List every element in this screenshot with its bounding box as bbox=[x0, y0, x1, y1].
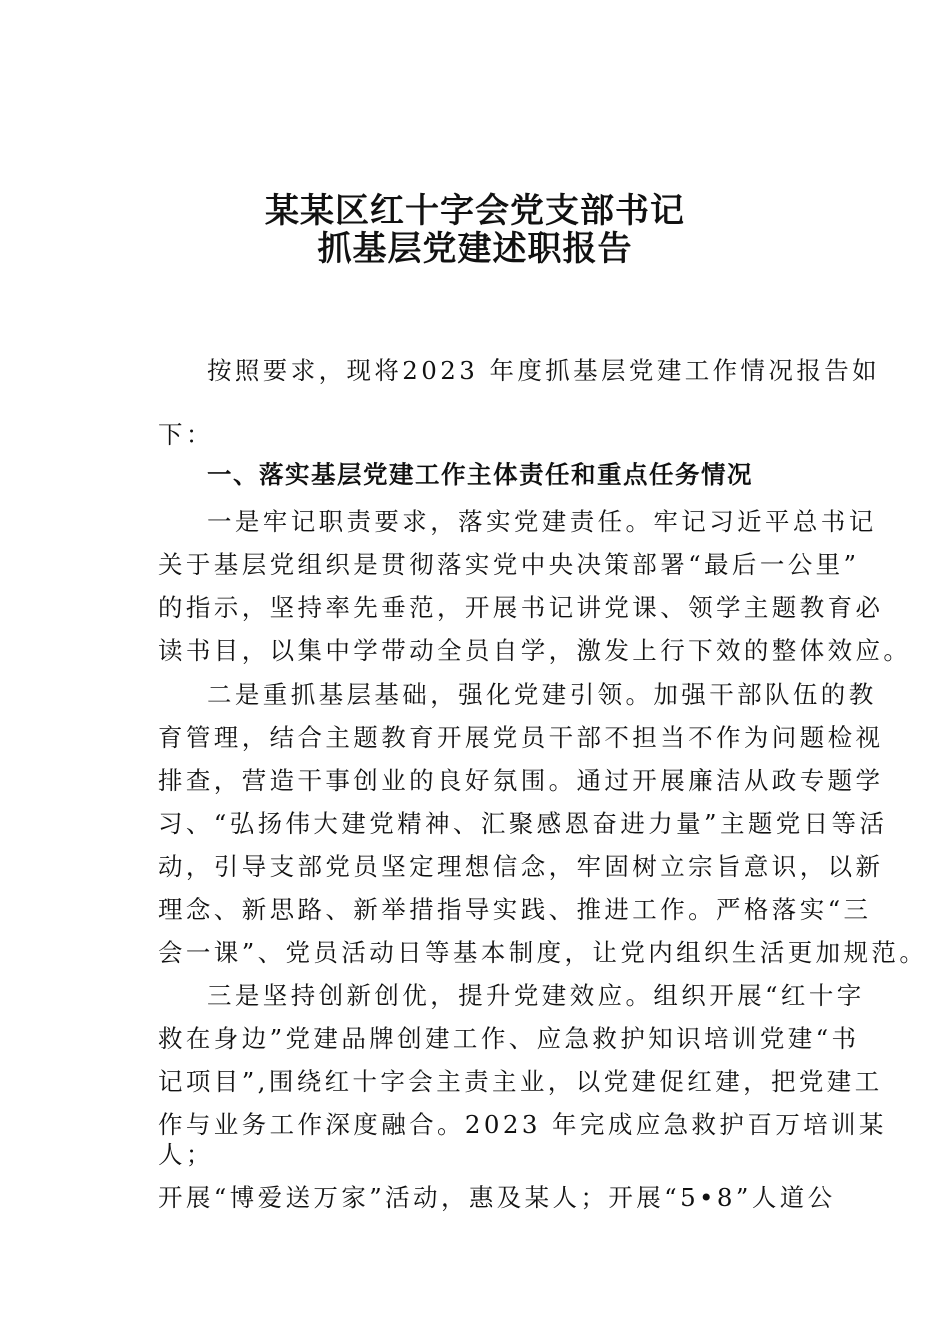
paragraph-line: 人； bbox=[158, 1140, 214, 1169]
paragraph-line: 关于基层党组织是贯彻落实党中央决策部署“最后一公里” bbox=[158, 550, 860, 579]
paragraph-line: 读书目，以集中学带动全员自学，激发上行下效的整体效应。 bbox=[158, 636, 912, 665]
paragraph-line: 作与业务工作深度融合。2023 年完成应急救护百万培训某 bbox=[158, 1110, 887, 1139]
paragraph-line: 排查，营造干事创业的良好氛围。通过开展廉洁从政专题学 bbox=[158, 766, 884, 795]
paragraph-line: 记项目”,围绕红十字会主责主业，以党建促红建，把党建工 bbox=[158, 1067, 883, 1096]
paragraph-line: 二是重抓基层基础，强化党建引领。加强干部队伍的教 bbox=[207, 680, 877, 709]
intro-line: 下： bbox=[158, 420, 214, 449]
section-heading: 一、落实基层党建工作主体责任和重点任务情况 bbox=[207, 460, 753, 489]
paragraph-line: 三是坚持创新创优，提升党建效应。组织开展“红十字 bbox=[207, 981, 865, 1010]
paragraph-line: 理念、新思路、新举措指导实践、推进工作。严格落实“三 bbox=[158, 895, 872, 924]
paragraph-line: 的指示，坚持率先垂范，开展书记讲党课、领学主题教育必 bbox=[158, 593, 884, 622]
paragraph-line: 一是牢记职责要求，落实党建责任。牢记习近平总书记 bbox=[207, 507, 877, 536]
report-title-line2: 抓基层党建述职报告 bbox=[317, 229, 633, 269]
paragraph-line: 习、“弘扬伟大建党精神、汇聚感恩奋进力量”主题党日等活 bbox=[158, 809, 888, 838]
paragraph-line: 开展“博爱送万家”活动，惠及某人；开展“5•8”人道公 bbox=[158, 1183, 836, 1212]
intro-line: 按照要求，现将2023 年度抓基层党建工作情况报告如 bbox=[207, 356, 881, 385]
paragraph-line: 育管理，结合主题教育开展党员干部不担当不作为问题检视 bbox=[158, 723, 884, 752]
paragraph-line: 救在身边”党建品牌创建工作、应急救护知识培训党建“书 bbox=[158, 1024, 860, 1053]
report-title-line1: 某某区红十字会党支部书记 bbox=[265, 191, 685, 231]
paragraph-line: 动，引导支部党员坚定理想信念，牢固树立宗旨意识，以新 bbox=[158, 852, 884, 881]
paragraph-line: 会一课”、党员活动日等基本制度，让党内组织生活更加规范。 bbox=[158, 938, 928, 967]
